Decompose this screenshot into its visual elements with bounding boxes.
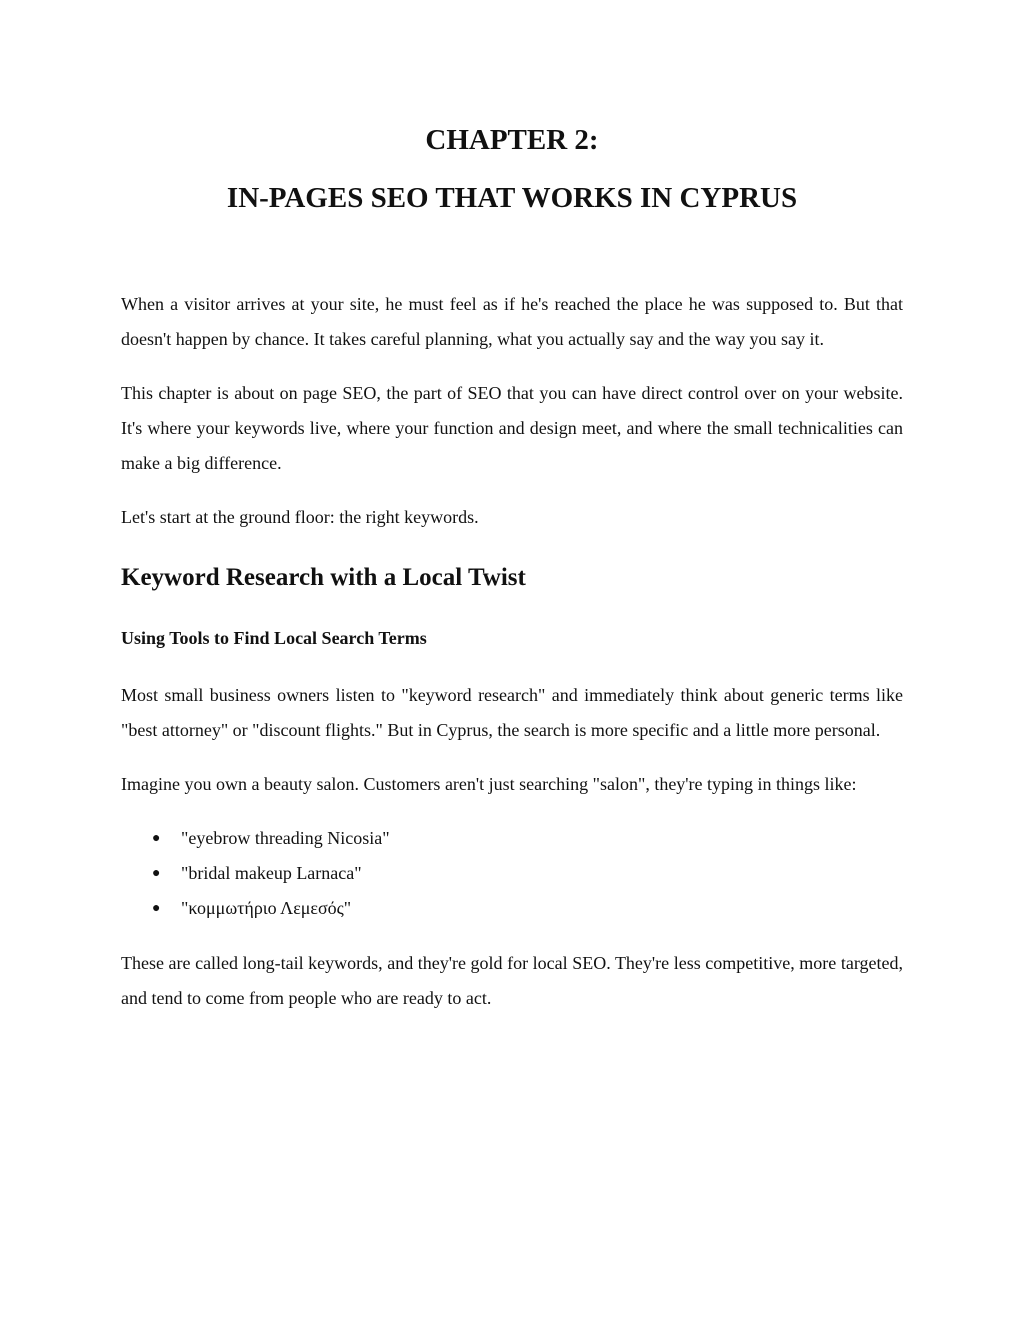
section-subheading: Using Tools to Find Local Search Terms [121, 628, 427, 648]
chapter-title: IN-PAGES SEO THAT WORKS IN CYPRUS [226, 182, 798, 214]
section-paragraph-1: Most small business owners listen to "keyword research" and immediately think about generic terms like "best attorney" or "discount flights." But in Cyprus, the search is more specific and a little more personal. [121, 685, 903, 740]
list-item [121, 891, 903, 926]
list-item-text: "eyebrow threading Nicosia" [181, 828, 390, 848]
list-item [121, 821, 903, 856]
keyword-list [121, 821, 903, 926]
bullet-icon: ● [152, 866, 161, 881]
list-item [121, 856, 903, 891]
intro-paragraph-2: This chapter is about on page SEO, the part of SEO that you can have direct control over on your website. It's where your keywords live, where your function and design meet, and where the small technicalities can make a big difference. [121, 383, 903, 473]
section-paragraph-3: These are called long-tail keywords, and they're gold for local SEO. They're less competitive, more targeted, and tend to come from people who are ready to act. [121, 953, 903, 1008]
list-item-text: "bridal makeup Larnaca" [181, 863, 362, 883]
bullet-icon: ● [152, 831, 161, 846]
intro-paragraph-1: When a visitor arrives at your site, he must feel as if he's reached the place he was supposed to. But that doesn't happen by chance. It takes careful planning, what you actually say and the way you say it. [121, 294, 903, 349]
chapter-label: CHAPTER 2: [425, 124, 599, 156]
section-paragraph-2: Imagine you own a beauty salon. Customers aren't just searching "salon", they're typing in things like: [121, 774, 857, 794]
section-heading: Keyword Research with a Local Twist [121, 564, 526, 591]
document-body [121, 287, 903, 1035]
intro-paragraph-3: Let's start at the ground floor: the right keywords. [121, 507, 479, 527]
list-item-text: "κομμωτήριο Λεμεσός" [181, 898, 352, 918]
bullet-icon: ● [152, 901, 161, 916]
